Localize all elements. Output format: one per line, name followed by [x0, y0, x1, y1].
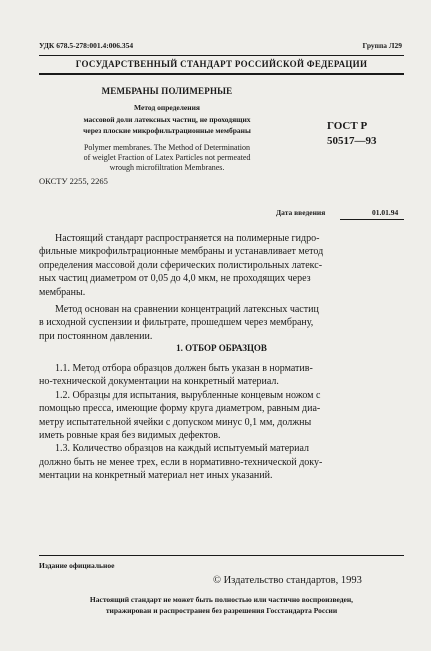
- reproduction-notice: [33, 594, 410, 616]
- top-rule: [39, 55, 404, 56]
- notice-line: тиражирован и распространен без разрешения Госстандарта России: [105, 606, 338, 615]
- subtitle-line: Метод определения: [134, 103, 200, 112]
- udk-code: УДК 678.5-278:001.4:006.354: [39, 41, 134, 50]
- text-line: Метод основан на сравнении концентраций латексных частиц: [55, 304, 319, 316]
- english-title: [39, 143, 295, 173]
- text-line: при постоянном давлении.: [39, 330, 153, 342]
- footer-rule: [39, 555, 404, 556]
- english-title-line: of weiglet Fraction of Latex Particles not permeated: [83, 152, 251, 162]
- intro-paragraph: [39, 303, 404, 343]
- date-underline: [340, 219, 404, 220]
- section-heading: 1. ОТБОР ОБРАЗЦОВ: [176, 343, 267, 353]
- text-line: фильные микрофильтрационные мембраны и устанавливает метод: [39, 246, 324, 258]
- text-line: помощью пресса, имеющие форму круга диаметром, равным диа-: [39, 403, 321, 415]
- text-line: должно быть не менее трех, если в нормативно-технической доку-: [39, 456, 323, 468]
- group-code: Группа Л29: [362, 41, 402, 50]
- gost-number: 50517—93: [327, 135, 377, 147]
- document-subtitle: [39, 102, 295, 137]
- gost-code: ГОСТ Р: [327, 120, 368, 132]
- intro-paragraph: [39, 232, 404, 299]
- text-line: 1.1. Метод отбора образцов должен быть указан в норматив-: [55, 363, 313, 374]
- english-title-line: Polymer membranes. The Method of Determination: [83, 142, 251, 152]
- text-line: 1.3. Количество образцов на каждый испытуемый материал: [55, 443, 310, 455]
- title-block: [39, 86, 295, 173]
- subtitle-line: массовой доли латексных частиц, не проходящих: [83, 114, 251, 124]
- intro-text: [39, 232, 404, 343]
- date-value: 01.01.94: [372, 208, 399, 217]
- gost-designation: [327, 119, 377, 149]
- text-line: ментации на конкретный материал нет иных указаний.: [39, 470, 273, 482]
- clause-1-3: [39, 442, 404, 482]
- edition-label: Издание официальное: [39, 561, 115, 570]
- text-line: иметь ровные края без видимых дефектов.: [39, 430, 221, 442]
- english-title-line: wrough microfiltration Membranes.: [109, 162, 225, 172]
- text-line: но-технической документации на конкретный материал.: [39, 376, 279, 388]
- text-line: определения массовой доли сферических полистирольных латекс-: [39, 259, 323, 271]
- text-line: мембраны.: [39, 286, 86, 298]
- clause-1-2: [39, 389, 404, 443]
- standard-title: ГОСУДАРСТВЕННЫЙ СТАНДАРТ РОССИЙСКОЙ ФЕДЕРАЦИИ: [75, 59, 368, 69]
- notice-line: Настоящий стандарт не может быть полностью или частично воспроизведен,: [89, 595, 354, 604]
- double-rule: [39, 73, 404, 75]
- document-name: МЕМБРАНЫ ПОЛИМЕРНЫЕ: [101, 86, 233, 96]
- date-label: Дата введения: [276, 208, 326, 217]
- text-line: 1.2. Образцы для испытания, вырубленные концевым ножом с: [55, 389, 321, 401]
- okstu-code: ОКСТУ 2255, 2265: [39, 176, 108, 186]
- subtitle-line: через плоские микрофильтрационные мембраны: [83, 126, 251, 135]
- clause-1-1: [39, 362, 404, 389]
- text-line: в исходной суспензии и фильтрате, прошедшем через мембрану,: [39, 317, 314, 329]
- text-line: ных частиц диаметром от 0,05 до 4,0 мкм, не проходящих через: [39, 273, 311, 285]
- text-line: метру испытательной ячейки с допуском минус 0,1 мм, должны: [39, 416, 312, 428]
- section-body: [39, 362, 404, 483]
- text-line: Настоящий стандарт распространяется на полимерные гидро-: [55, 233, 320, 244]
- publisher-copyright: © Издательство стандартов, 1993: [213, 575, 362, 586]
